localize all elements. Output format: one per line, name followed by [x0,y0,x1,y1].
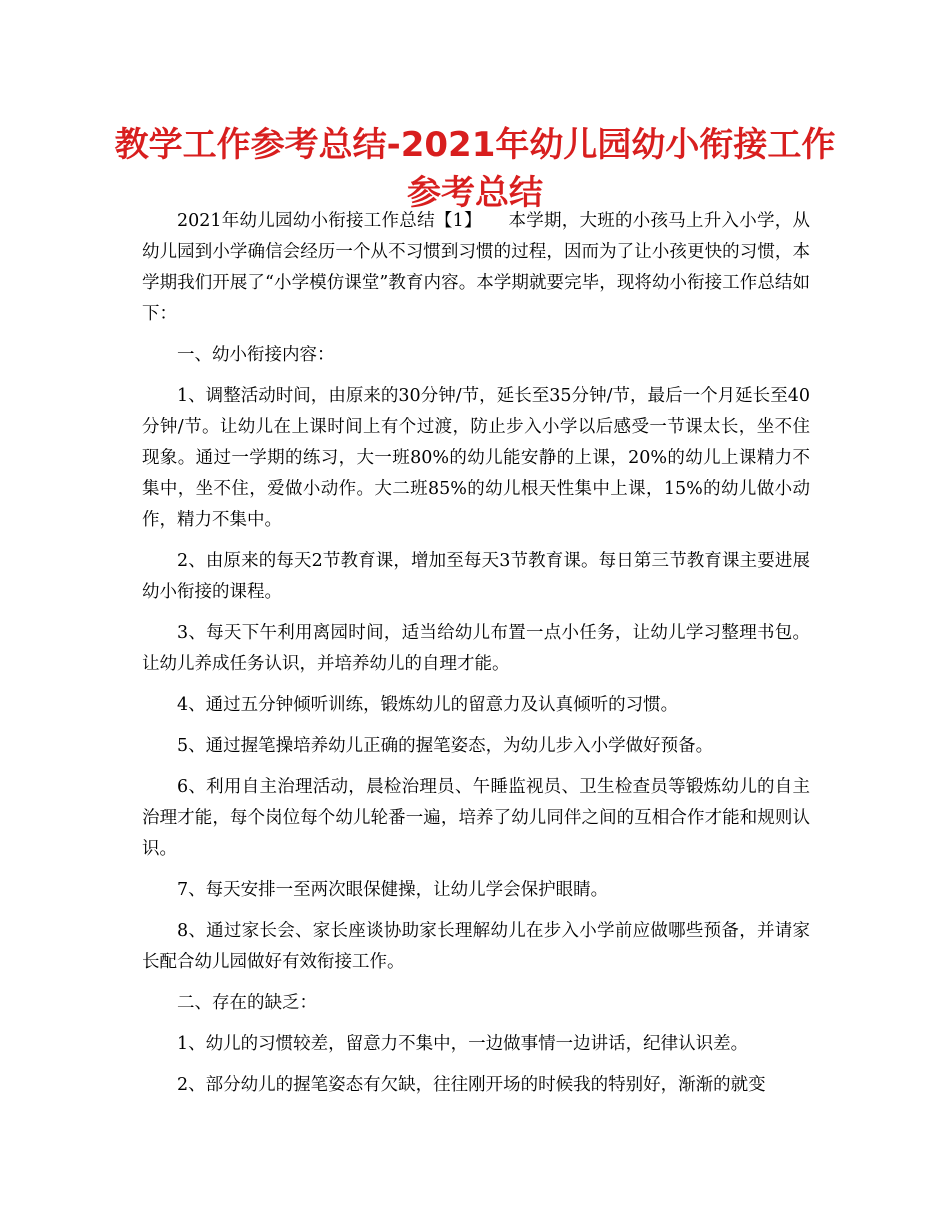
section-heading-shortcomings: 二、存在的缺乏： [177,993,317,1013]
paragraph-item-4: 4、通过五分钟倾听训练，锻炼幼儿的留意力及认真倾听的习惯。 [177,695,679,715]
paragraph-item-5: 5、通过握笔操培养幼儿正确的握笔姿态，为幼儿步入小学做好预备。 [177,736,714,756]
paragraph-item-3: 3、每天下午利用离园时间，适当给幼儿布置一点小任务，让幼儿学习整理书包。让幼儿养成任务认识，并培养幼儿的自理才能。 [142,623,810,674]
document-body [142,206,810,1101]
paragraph-intro: 2021年幼儿园幼小衔接工作总结【1】 本学期，大班的小孩马上升入小学，从幼儿园到小学确信会经历一个从不习惯到习惯的过程，因而为了让小孩更快的习惯，本学期我们开展了“小学模仿课堂”教育内容。本学期就要完毕，现将幼小衔接工作总结如下： [142,211,810,324]
paragraph-shortcoming-1: 1、幼儿的习惯较差，留意力不集中，一边做事情一边讲话，纪律认识差。 [177,1034,749,1054]
section-heading-content: 一、幼小衔接内容： [177,345,335,365]
paragraph-item-6: 6、利用自主治理活动，晨检治理员、午睡监视员、卫生检查员等锻炼幼儿的自主治理才能，每个岗位每个幼儿轮番一遍，培养了幼儿同伴之间的互相合作才能和规则认识。 [142,777,810,859]
paragraph-item-7: 7、每天安排一至两次眼保健操，让幼儿学会保护眼睛。 [177,880,609,900]
document-title-line-1: 教学工作参考总结-2021年幼儿园幼小衔接工作 [114,125,836,165]
paragraph-item-1: 1、调整活动时间，由原来的30分钟/节，延长至35分钟/节，最后一个月延长至40分钟/节。让幼儿在上课时间上有个过渡，防止步入小学以后感受一节课太长，坐不住现象。通过一学期的练习，大一班80%的幼儿能安静的上课，20%的幼儿上课精力不集中，坐不住，爱做小动作。大二班85%的幼儿根天性集中上课，15%的幼儿做小动作，精力不集中。 [142,386,810,530]
paragraph-item-2: 2、由原来的每天2节教育课，增加至每天3节教育课。每日第三节教育课主要进展幼小衔接的课程。 [142,551,810,602]
document-title-line-2: 参考总结 [407,173,543,213]
paragraph-shortcoming-2: 2、部分幼儿的握笔姿态有欠缺，往往刚开场的时候我的特别好，渐渐的就变 [177,1075,766,1095]
paragraph-item-8: 8、通过家长会、家长座谈协助家长理解幼儿在步入小学前应做哪些预备，并请家长配合幼儿园做好有效衔接工作。 [142,921,810,972]
